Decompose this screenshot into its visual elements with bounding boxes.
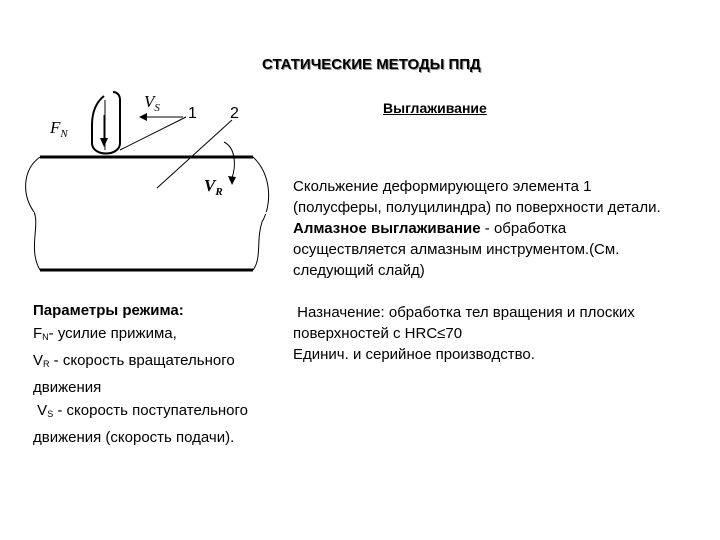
vs-arrow [139, 113, 183, 121]
diamond-term: Алмазное выглаживание [293, 220, 481, 237]
param-fn: $F_N-$ усилие прижима, [33, 325, 177, 342]
description-purpose: Назначение: обработка тел вращения и плоских поверхностей с HRC≤70 [293, 304, 639, 342]
leader-line-1 [120, 117, 186, 150]
fn-label: $F_N$ [50, 118, 68, 140]
param-vr: $V_R$ - скорость вращательного движения [33, 352, 235, 396]
description-diamond [293, 218, 673, 281]
description-production: Единич. и серийное производство. [293, 346, 535, 363]
burnishing-diagram [0, 0, 290, 290]
vr-arrow [224, 142, 236, 185]
page-title: СТАТИЧЕСКИЕ МЕТОДЫ ППД [262, 56, 481, 73]
section-subtitle: Выглаживание [383, 100, 487, 116]
description-line: Скольжение деформирующего элемента 1 (полусферы, полуцилиндра) по поверхности детали. [293, 178, 661, 216]
label-1: 1 [188, 105, 197, 122]
param-vs: $V_S$ - скорость поступательного движения (скорость подачи). [33, 402, 253, 446]
leader-line-2 [157, 120, 232, 188]
mode-parameters [33, 299, 283, 449]
fn-arrow [100, 115, 108, 147]
label-2: 2 [230, 105, 239, 122]
method-description [293, 176, 673, 365]
params-heading: Параметры режима: [33, 302, 184, 319]
deforming-tool [92, 92, 120, 154]
diamond-text: - обработка осуществляется алмазным инструментом.(См. следующий слайд) [293, 220, 620, 279]
vr-label: $V_R$ [204, 176, 223, 198]
vs-label: $V_S$ [144, 92, 160, 114]
